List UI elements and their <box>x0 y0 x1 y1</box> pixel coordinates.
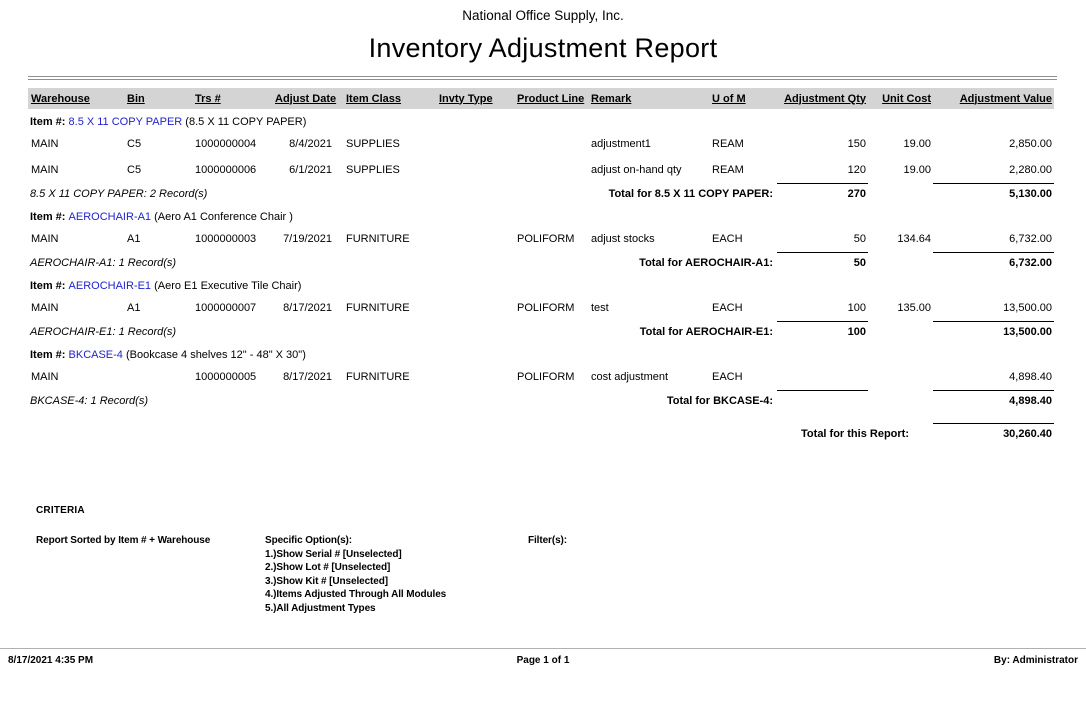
table-row <box>28 131 1054 157</box>
cell: A1 <box>127 233 141 245</box>
cell: 135.00 <box>897 302 931 314</box>
criteria-filters-label: Filter(s): <box>528 535 568 546</box>
criteria-option: 3.)Show Kit # [Unselected] <box>265 575 388 587</box>
cell <box>28 411 1054 423</box>
item-link[interactable]: AEROCHAIR-E1 <box>68 280 152 292</box>
cell <box>125 364 193 390</box>
cell <box>515 157 589 183</box>
column-header: Trs # <box>195 92 221 105</box>
column-header: Invty Type <box>439 92 493 105</box>
cell <box>28 342 1054 364</box>
report-table-header <box>28 88 1054 109</box>
report-table <box>28 88 1054 444</box>
footer-page-number: Page 1 of 1 <box>516 655 570 666</box>
cell: 6,732.00 <box>1009 232 1052 245</box>
cell <box>868 364 933 390</box>
cell: 5,130.00 <box>933 183 1054 204</box>
cell: 6,732.00 <box>933 252 1054 273</box>
column-header: Unit Cost <box>882 92 931 105</box>
cell: C5 <box>127 164 142 176</box>
cell: adjustment1 <box>591 138 651 150</box>
cell: 1000000007 <box>195 302 257 314</box>
item-number-label: Item #: <box>30 211 69 223</box>
footer-datetime: 8/17/2021 4:35 PM <box>8 655 94 666</box>
cell: Total for AEROCHAIR-E1: <box>639 325 773 338</box>
cell: SUPPLIES <box>346 138 400 150</box>
cell: FURNITURE <box>346 371 410 383</box>
report-total-row <box>28 423 1054 444</box>
cell: REAM <box>712 164 744 176</box>
cell: 13,500.00 <box>1003 301 1052 314</box>
cell: Total for BKCASE-4: <box>666 394 773 407</box>
report-footer <box>0 655 1086 669</box>
cell: 2,280.00 <box>1009 163 1052 176</box>
cell: REAM <box>712 138 744 150</box>
cell: MAIN <box>31 138 59 150</box>
cell <box>437 131 515 157</box>
item-description: (Aero E1 Executive Tile Chair) <box>151 280 302 292</box>
page-title: Inventory Adjustment Report <box>368 33 718 63</box>
cell: MAIN <box>31 233 59 245</box>
table-row <box>28 295 1054 321</box>
table-row <box>28 364 1054 390</box>
item-link[interactable]: BKCASE-4 <box>68 349 123 361</box>
item-number-label: Item #: <box>30 280 69 292</box>
cell: POLIFORM <box>517 233 575 245</box>
cell <box>868 183 933 204</box>
cell: 134.64 <box>897 233 931 245</box>
cell: adjust on-hand qty <box>591 164 682 176</box>
item-description: (Aero A1 Conference Chair ) <box>151 211 293 223</box>
criteria-specific-options-label: Specific Option(s): <box>265 535 352 546</box>
column-header: Bin <box>127 92 145 105</box>
cell: Total for 8.5 X 11 COPY PAPER: <box>608 187 773 200</box>
cell <box>868 390 933 411</box>
group-total-row <box>28 390 1054 411</box>
criteria-option-list <box>265 548 446 616</box>
cell: 150 <box>847 138 866 150</box>
table-row <box>28 226 1054 252</box>
column-header: Product Line <box>517 92 585 105</box>
item-number-label: Item #: <box>30 116 69 128</box>
cell: FURNITURE <box>346 302 410 314</box>
criteria-option: 1.)Show Serial # [Unselected] <box>265 548 402 560</box>
cell: 1000000003 <box>195 233 257 245</box>
title-divider <box>28 76 1057 80</box>
group-total-row <box>28 252 1054 273</box>
cell <box>437 364 515 390</box>
cell <box>28 204 1054 226</box>
header-row <box>28 88 1054 109</box>
cell <box>28 273 1054 295</box>
spacer-row <box>28 411 1054 423</box>
item-number-label: Item #: <box>30 349 69 361</box>
item-header-row <box>28 273 1054 295</box>
cell: A1 <box>127 302 141 314</box>
column-header: Item Class <box>346 92 402 105</box>
group-total-row <box>28 183 1054 204</box>
cell: 30,260.40 <box>933 423 1054 444</box>
cell: 50 <box>853 232 866 245</box>
cell: test <box>591 302 609 314</box>
column-header: Adjustment Qty <box>784 92 866 105</box>
cell: 19.00 <box>903 138 931 150</box>
cell: adjust stocks <box>591 233 655 245</box>
item-header-row <box>28 342 1054 364</box>
cell: EACH <box>712 233 743 245</box>
cell: 1000000006 <box>195 164 257 176</box>
cell: 50 <box>777 252 868 273</box>
item-link[interactable]: AEROCHAIR-A1 <box>68 211 152 223</box>
cell: 4,898.40 <box>1009 370 1052 383</box>
cell <box>777 390 868 411</box>
cell: Total for this Report: <box>801 427 909 440</box>
table-row <box>28 157 1054 183</box>
cell: 8/17/2021 <box>283 371 332 383</box>
cell: 8.5 X 11 COPY PAPER: 2 Record(s) <box>30 187 208 200</box>
report-table-wrap <box>28 88 1058 444</box>
cell: 1000000005 <box>195 371 257 383</box>
cell: AEROCHAIR-A1: 1 Record(s) <box>30 256 177 269</box>
cell <box>515 131 589 157</box>
cell: AEROCHAIR-E1: 1 Record(s) <box>30 325 177 338</box>
cell: 2,850.00 <box>1009 138 1052 150</box>
column-header: Warehouse <box>31 92 90 105</box>
cell: MAIN <box>31 371 59 383</box>
cell <box>777 364 868 390</box>
criteria-option: 2.)Show Lot # [Unselected] <box>265 562 391 573</box>
company-name: National Office Supply, Inc. <box>462 8 624 23</box>
cell: 8/4/2021 <box>289 138 332 150</box>
item-description: (Bookcase 4 shelves 12" - 48" X 30") <box>122 349 306 361</box>
cell: EACH <box>712 302 743 314</box>
cell: cost adjustment <box>591 371 669 383</box>
column-header: Adjustment Value <box>959 92 1052 105</box>
cell <box>437 295 515 321</box>
criteria-sorted-by: Report Sorted by Item # + Warehouse <box>36 535 211 546</box>
criteria-option: 4.)Items Adjusted Through All Modules <box>265 589 447 600</box>
column-header: Remark <box>591 92 632 105</box>
cell: 7/19/2021 <box>283 233 332 245</box>
criteria-options <box>265 534 446 615</box>
item-header-row <box>28 109 1054 131</box>
criteria-heading: CRITERIA <box>36 505 85 516</box>
cell <box>437 226 515 252</box>
cell: EACH <box>712 371 743 383</box>
cell: 19.00 <box>903 164 931 176</box>
cell <box>868 252 933 273</box>
cell <box>868 321 933 342</box>
cell: POLIFORM <box>517 371 575 383</box>
cell: 120 <box>847 163 866 176</box>
item-header-row <box>28 204 1054 226</box>
cell: Total for AEROCHAIR-A1: <box>639 256 773 269</box>
column-header: Adjust Date <box>275 92 337 105</box>
cell: MAIN <box>31 302 59 314</box>
cell: 8/17/2021 <box>283 302 332 314</box>
cell: FURNITURE <box>346 233 410 245</box>
cell: SUPPLIES <box>346 164 400 176</box>
cell: POLIFORM <box>517 302 575 314</box>
cell: MAIN <box>31 164 59 176</box>
item-link[interactable]: 8.5 X 11 COPY PAPER <box>68 116 183 128</box>
cell: C5 <box>127 138 142 150</box>
cell <box>28 109 1054 131</box>
group-total-row <box>28 321 1054 342</box>
criteria-option: 5.)All Adjustment Types <box>265 602 376 614</box>
footer-username: By: Administrator <box>993 655 1078 666</box>
report-table-body <box>28 109 1054 444</box>
cell: 6/1/2021 <box>289 164 332 176</box>
cell <box>437 157 515 183</box>
cell: 270 <box>777 183 868 204</box>
item-description: (8.5 X 11 COPY PAPER) <box>182 116 307 128</box>
cell: 1000000004 <box>195 138 257 150</box>
column-header: U of M <box>712 92 746 105</box>
cell: 100 <box>847 301 866 314</box>
cell: 13,500.00 <box>933 321 1054 342</box>
cell: BKCASE-4: 1 Record(s) <box>30 394 148 407</box>
cell: 4,898.40 <box>933 390 1054 411</box>
cell: 100 <box>777 321 868 342</box>
footer-divider <box>0 648 1086 649</box>
